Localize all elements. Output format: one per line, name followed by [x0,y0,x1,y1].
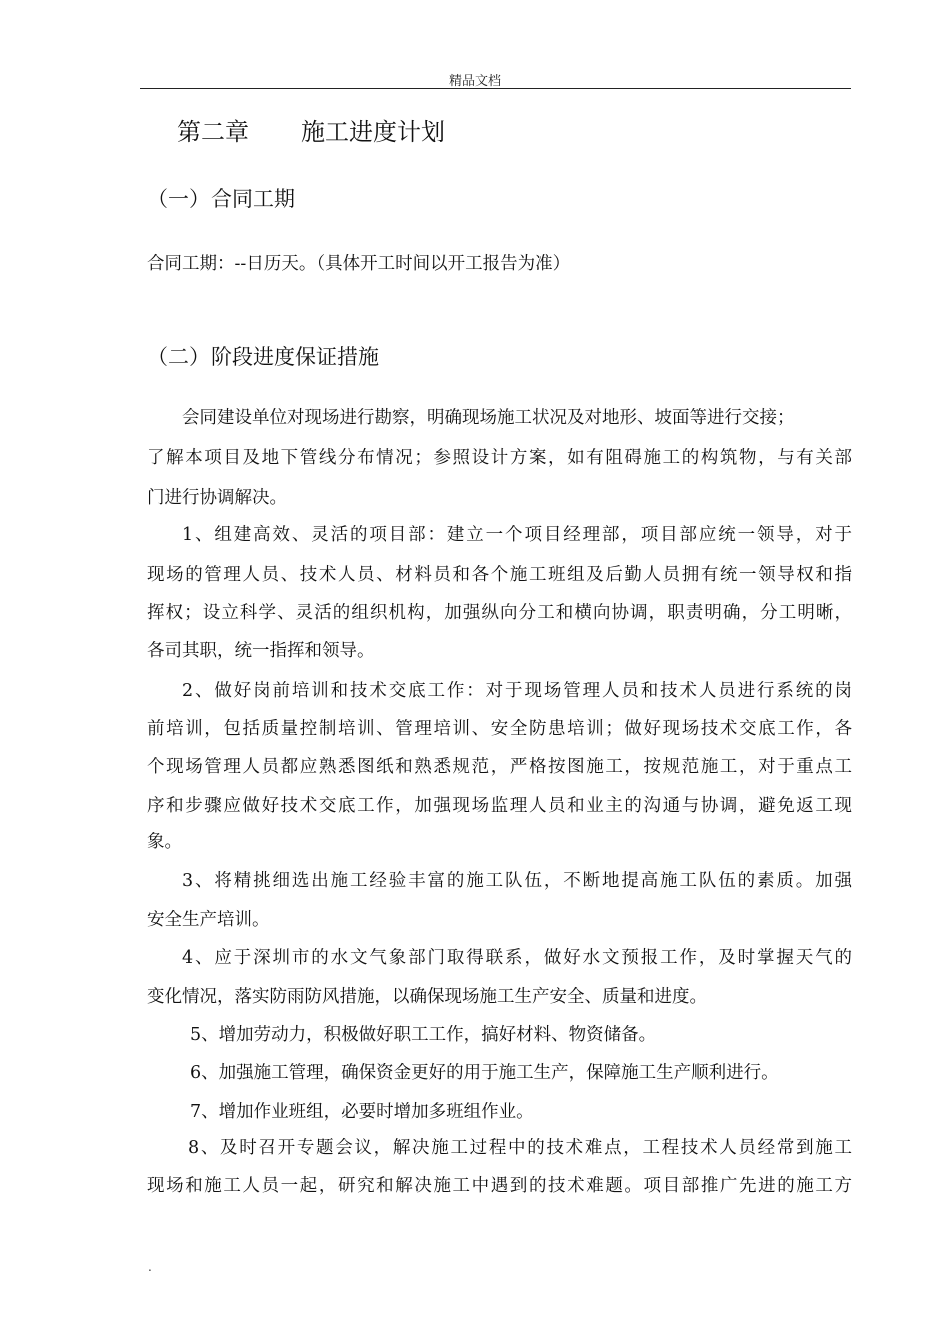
section-2-number: （二） [147,345,210,369]
paragraph-line: 个现场管理人员都应熟悉图纸和熟悉规范，严格按图施工，按规范施工，对于重点工 [147,757,852,777]
section-1-heading [147,183,295,213]
paragraph-line: 7、增加作业班组，必要时增加多班组作业。 [190,1102,534,1122]
paragraph-line: 现场的管理人员、技术人员、材料员和各个施工班组及后勤人员拥有统一领导权和指 [147,565,852,585]
paragraph-line: 变化情况，落实防雨防风措施，以确保现场施工生产安全、质量和进度。 [147,987,707,1007]
section-1-title: 合同工期 [211,187,295,211]
paragraph-line: 挥权；设立科学、灵活的组织机构，加强纵向分工和横向协调，职责明确，分工明晰， [147,603,852,623]
paragraph-line: 安全生产培训。 [147,910,270,930]
paragraph-line: 各司其职，统一指挥和领导。 [147,641,375,661]
paragraph-line: 1、组建高效、灵活的项目部：建立一个项目经理部，项目部应统一领导，对于 [182,525,852,545]
paragraph-line: 2、做好岗前培训和技术交底工作：对于现场管理人员和技术人员进行系统的岗 [182,681,852,701]
paragraph-line: 会同建设单位对现场进行勘察，明确现场施工状况及对地形、坡面等进行交接； [182,408,795,428]
paragraph-line: 5、增加劳动力，积极做好职工工作，搞好材料、物资储备。 [190,1025,657,1045]
section-2-title: 阶段进度保证措施 [211,345,379,369]
paragraph-line: 现场和施工人员一起，研究和解决施工中遇到的技术难题。项目部推广先进的施工方 [147,1176,852,1196]
chapter-number: 第二章 [177,118,249,146]
paragraph-line: 了解本项目及地下管线分布情况；参照设计方案，如有阻碍施工的构筑物，与有关部 [147,448,852,468]
chapter-heading [177,112,445,147]
section-2-heading [147,341,379,371]
paragraph-line: 3、将精挑细选出施工经验丰富的施工队伍，不断地提高施工队伍的素质。加强 [182,871,852,891]
header-divider [140,88,851,89]
contract-period-text: 合同工期：--日历天。（具体开工时间以开工报告为准） [147,254,571,274]
paragraph-line: 象。 [147,832,182,852]
section-1-number: （一） [147,187,210,211]
page-header-title: 精品文档 [448,74,501,89]
chapter-title: 施工进度计划 [301,118,445,146]
paragraph-line: 门进行协调解决。 [147,488,287,508]
paragraph-line: 序和步骤应做好技术交底工作，加强现场监理人员和业主的沟通与协调，避免返工现 [147,796,852,816]
paragraph-line: 前培训，包括质量控制培训、管理培训、安全防患培训；做好现场技术交底工作，各 [147,719,852,739]
paragraph-line: 8、及时召开专题会议，解决施工过程中的技术难点，工程技术人员经常到施工 [188,1138,852,1158]
footer-mark: . [148,1260,152,1274]
paragraph-line: 4、应于深圳市的水文气象部门取得联系，做好水文预报工作，及时掌握天气的 [182,948,852,968]
paragraph-line: 6、加强施工管理，确保资金更好的用于施工生产，保障施工生产顺利进行。 [190,1063,779,1083]
